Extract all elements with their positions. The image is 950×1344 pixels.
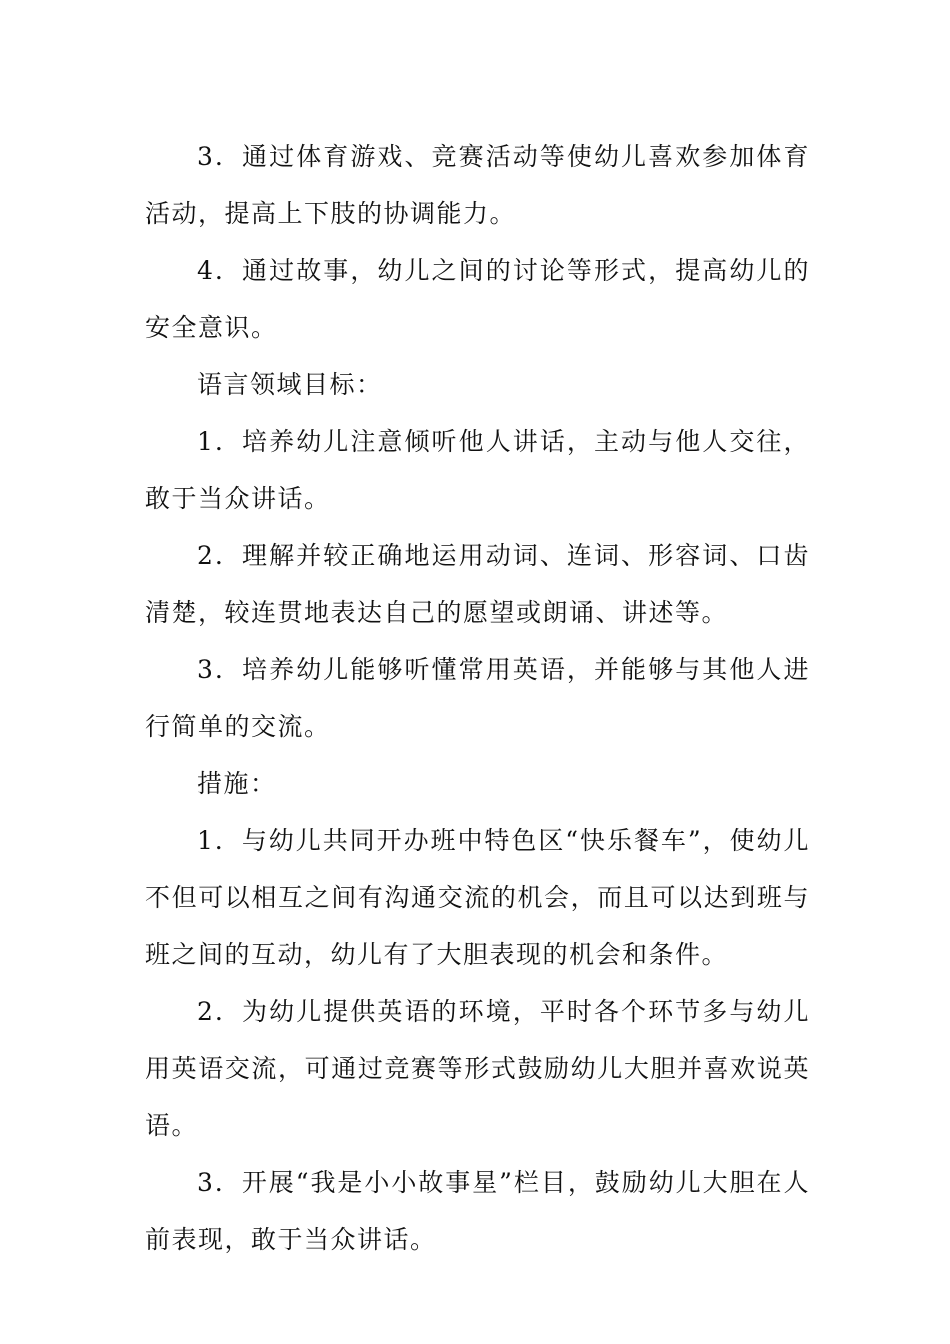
paragraph-language-goal-2: 2．理解并较正确地运用动词、连词、形容词、口齿清楚，较连贯地表达自己的愿望或朗诵、讲述等。 xyxy=(145,541,810,627)
paragraph-measure-1: 1．与幼儿共同开办班中特色区“快乐餐车”，使幼儿不但可以相互之间有沟通交流的机会，而且可以达到班与班之间的互动，幼儿有了大胆表现的机会和条件。 xyxy=(145,826,810,969)
document-body xyxy=(145,128,810,1268)
section-heading-language-goals: 语言领域目标： xyxy=(197,370,383,399)
paragraph-pe-goal-3: 3．通过体育游戏、竞赛活动等使幼儿喜欢参加体育活动，提高上下肢的协调能力。 xyxy=(145,142,810,228)
paragraph-language-goal-3: 3．培养幼儿能够听懂常用英语，并能够与其他人进行简单的交流。 xyxy=(145,655,810,741)
paragraph-measure-3: 3．开展“我是小小故事星”栏目，鼓励幼儿大胆在人前表现，敢于当众讲话。 xyxy=(145,1168,810,1254)
paragraph-pe-goal-4: 4．通过故事，幼儿之间的讨论等形式，提高幼儿的安全意识。 xyxy=(145,256,810,342)
paragraph-measure-2: 2．为幼儿提供英语的环境，平时各个环节多与幼儿用英语交流，可通过竞赛等形式鼓励幼儿大胆并喜欢说英语。 xyxy=(145,997,810,1140)
section-heading-measures: 措施： xyxy=(197,769,277,798)
paragraph-language-goal-1: 1．培养幼儿注意倾听他人讲话，主动与他人交往，敢于当众讲话。 xyxy=(145,427,810,513)
